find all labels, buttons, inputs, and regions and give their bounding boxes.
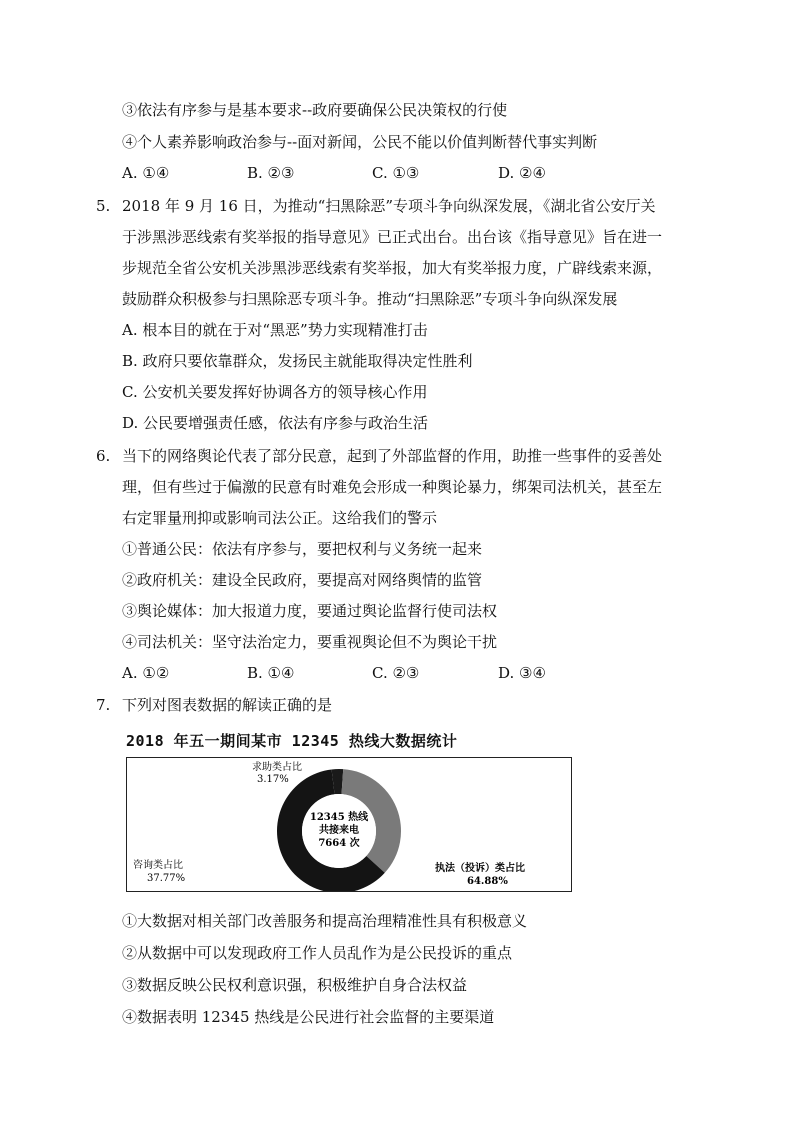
q6-stem-line-1: 当下的网络舆论代表了部分民意，起到了外部监督的作用，助推一些事件的妥善处 <box>122 447 663 465</box>
q5-choice-b[interactable]: B. 政府只要依靠群众，发扬民主就能取得决定性胜利 <box>122 352 473 370</box>
q7-statement-2: ②从数据中可以发现政府工作人员乱作为是公民投诉的重点 <box>122 944 513 962</box>
chart-title: 2018 年五一期间某市 12345 热线大数据统计 <box>126 732 458 750</box>
q5-stem-line-1: 2018 年 9 月 16 日，为推动“扫黑除恶”专项斗争向纵深发展，《湖北省公安厅关 <box>122 197 656 215</box>
donut-chart <box>127 758 571 891</box>
center-label-line-1: 12345 热线 <box>309 812 369 823</box>
center-label-line-3: 7664 次 <box>318 838 360 849</box>
q7-statement-1: ①大数据对相关部门改善服务和提高治理精准性具有积极意义 <box>122 912 528 930</box>
q6-options <box>122 663 622 683</box>
chart-frame <box>126 757 572 892</box>
q4-option-c[interactable]: C. ①③ <box>372 164 420 182</box>
q4-option-d[interactable]: D. ②④ <box>498 164 546 182</box>
q5-choice-d[interactable]: D. 公民要增强责任感，依法有序参与政治生活 <box>122 414 429 432</box>
q5-number: 5. <box>96 197 111 215</box>
slice-value-enforce: 64.88% <box>467 876 508 887</box>
q5-choice-a[interactable]: A. 根本目的就在于对“黑恶”势力实现精准打击 <box>122 321 428 339</box>
slice-value-help: 3.17% <box>257 774 289 785</box>
q7-stem: 下列对图表数据的解读正确的是 <box>122 696 333 714</box>
q6-option-d[interactable]: D. ③④ <box>498 664 546 682</box>
q6-option-c[interactable]: C. ②③ <box>372 664 420 682</box>
q6-statement-3: ③舆论媒体：加大报道力度，要通过舆论监督行使司法权 <box>122 602 498 620</box>
q4-statement-4: ④个人素养影响政治参与--面对新闻，公民不能以价值判断替代事实判断 <box>122 133 598 151</box>
q4-options <box>122 163 622 183</box>
q6-stem-line-2: 理，但有些过于偏激的民意有时难免会形成一种舆论暴力，绑架司法机关，甚至左 <box>122 478 663 496</box>
q5-choice-c[interactable]: C. 公安机关要发挥好协调各方的领导核心作用 <box>122 383 428 401</box>
center-label-line-2: 共接来电 <box>319 825 359 836</box>
q7-statement-3: ③数据反映公民权利意识强，积极维护自身合法权益 <box>122 976 468 994</box>
slice-value-consult: 37.77% <box>147 873 186 884</box>
q6-statement-1: ①普通公民：依法有序参与，要把权利与义务统一起来 <box>122 540 483 558</box>
q6-number: 6. <box>96 447 111 465</box>
slice-label-help: 求助类占比 <box>252 762 302 773</box>
q4-statement-3: ③依法有序参与是基本要求--政府要确保公民决策权的行使 <box>122 101 508 119</box>
q7-number: 7. <box>96 696 111 714</box>
q5-stem-line-4: 鼓励群众积极参与扫黑除恶专项斗争。推动“扫黑除恶”专项斗争向纵深发展 <box>122 290 618 308</box>
q6-option-a[interactable]: A. ①② <box>122 664 170 682</box>
q6-statement-4: ④司法机关：坚守法治定力，要重视舆论但不为舆论干扰 <box>122 633 498 651</box>
q5-stem-line-3: 步规范全省公安机关涉黑涉恶线索有奖举报，加大有奖举报力度，广辟线索来源， <box>122 259 663 277</box>
q6-stem-line-3: 右定罪量刑抑或影响司法公正。这给我们的警示 <box>122 509 438 527</box>
q7-statement-4: ④数据表明 12345 热线是公民进行社会监督的主要渠道 <box>122 1008 495 1026</box>
slice-label-consult: 咨询类占比 <box>133 860 183 871</box>
q4-option-a[interactable]: A. ①④ <box>122 164 170 182</box>
slice-label-enforce: 执法（投诉）类占比 <box>435 863 525 874</box>
q4-option-b[interactable]: B. ②③ <box>247 164 295 182</box>
q5-stem-line-2: 于涉黑涉恶线索有奖举报的指导意见》已正式出台。出台该《指导意见》旨在进一 <box>122 228 663 246</box>
q6-statement-2: ②政府机关：建设全民政府，要提高对网络舆情的监管 <box>122 571 483 589</box>
q6-option-b[interactable]: B. ①④ <box>247 664 295 682</box>
